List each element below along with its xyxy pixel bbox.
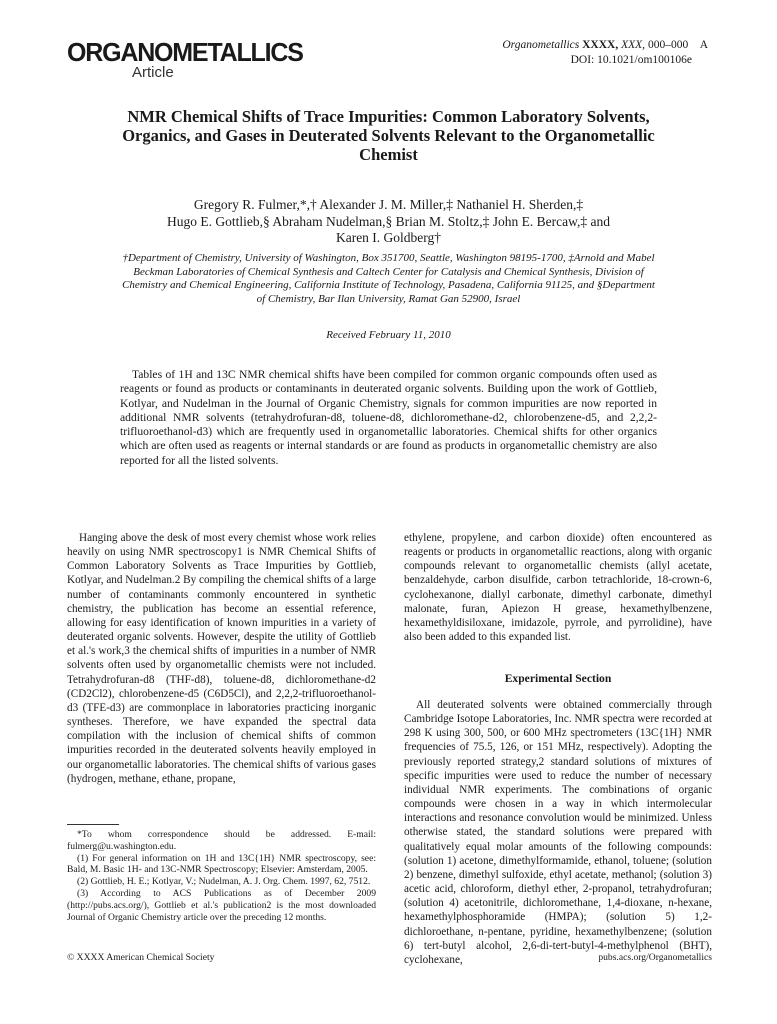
abstract (120, 368, 657, 468)
author-list (110, 197, 667, 247)
journal-name: Organometallics (502, 39, 580, 51)
journal-pages: 000–000 (647, 39, 689, 51)
footnote: (2) Gottlieb, H. E.; Kotlyar, V.; Nudelman, A. J. Org. Chem. 1997, 62, 7512. (77, 876, 371, 888)
footnotes (67, 829, 376, 923)
page-letter: A (699, 39, 708, 51)
paper-title: NMR Chemical Shifts of Trace Impurities: Common Laboratory Solvents, Organics, and Gases in Deuterated Solvents Relevant to the Organometallic Chemist (122, 107, 655, 164)
doi[interactable]: DOI: 10.1021/om100106e (570, 54, 692, 66)
article-type-label: Article (132, 64, 174, 81)
affiliations: †Department of Chemistry, University of Washington, Box 351700, Seattle, Washington 98195-1700, ‡Arnold and Mabel Beckman Laboratories of Chemical Synthesis and Caltech Center for Catalysis and Chemical Synthesis, Division of Chemistry and Chemical Engineering, California Institute of Technology, Pasadena, California 91125, and §Department of Chemistry, Bar Ilan University, Ramat Gan 52900, Israel (122, 252, 655, 305)
body-column-right (404, 531, 712, 644)
author-line: Hugo E. Gottlieb,§ Abraham Nudelman,§ Brian M. Stoltz,‡ John E. Bercaw,‡ and (166, 213, 611, 229)
copyright: © XXXX American Chemical Society (67, 952, 215, 963)
footnote: (3) According to ACS Publications as of December 2009 (http://pubs.acs.org/), Gottlieb et al.'s publication2 is the most downloaded Journal of Organic Chemistry article over the preceding 12 months. (67, 887, 376, 923)
author-line: Gregory R. Fulmer,*,† Alexander J. M. Miller,‡ Nathaniel H. Sherden,‡ (193, 197, 584, 212)
journal-citation (502, 38, 708, 68)
journal-url[interactable]: pubs.acs.org/Organometallics (598, 952, 712, 963)
body-paragraph: All deuterated solvents were obtained commercially through Cambridge Isotope Laboratories, Inc. NMR spectra were recorded at 298 K using 300, 500, or 600 MHz spectrometers (13C{1H} NMR frequencies of 75.5, 126, or 151 MHz, respectively). Adopting the previously reported strategy,2 standard solutions of mixtures of specific impurities were used to reduce the number of necessary individual NMR experiments. The combinations of organic compounds were chosen in a way in which intermolecular interactions and resonance convolution would be minimized. Unless otherwise stated, the standard solutions were prepared with qualitatively equal molar amounts of the following compounds: (solution 1) acetone, dimethylformamide, ethanol, toluene; (solution 2) benzene, dimethyl sulfoxide, ethyl acetate, methanol; (solution 3) acetic acid, chloroform, diethyl ether, 2-propanol, tetrahydrofuran; (solution 4) acetonitrile, dichloromethane, 1,4-dioxane, n-hexane, hexamethylphosphoramide (HMPA); (solution 5) 1,2-dichloroethane, n-pentane, pyridine, hexamethylbenzene; (solution 6) tert-butyl alcohol, 2,6-di-tert-butyl-4-methylphenol (BHT), cyclohexane, (404, 699, 712, 966)
footnote: (1) For general information on 1H and 13C{1H} NMR spectroscopy, see: Bald, M. Basic 1H- and 13C-NMR Spectroscopy; Elsevier: Amsterdam, 2005. (67, 852, 376, 876)
section-heading: Experimental Section (504, 672, 612, 685)
body-paragraph: ethylene, propylene, and carbon dioxide) often encountered as reagents or products in organometallic reactions, along with organic compounds relevant to organometallic chemists (allyl acetate, benzaldehyde, carbon disulfide, carbon tetrachloride, 18-crown-6, cyclohexanone, diallyl carbonate, dimethyl carbonate, dimethyl malonate, furan, Apiezon H grease, hexamethylbenzene, hexamethyldisiloxane, imidazole, pyrrole, and pyrrolidine), have also been added to this expanded list. (404, 532, 712, 644)
journal-volume: XXXX, (582, 39, 619, 51)
footnote: *To whom correspondence should be addressed. E-mail: fulmerg@u.washington.edu. (67, 829, 376, 852)
abstract-text: Tables of 1H and 13C NMR chemical shifts have been compiled for common organic compounds often used as reagents or found as products or contaminants in deuterated organic solvents. Building upon the work of Gottlieb, Kotlyar, and Nudelman in the Journal of Organic Chemistry, signals for common impurities are now reported in additional NMR solvents (tetrahydrofuran-d8, toluene-d8, dichloromethane-d2, chlorobenzene-d5, and 2,2,2-trifluoroethanol-d3) which are frequently used in organometallic laboratories. Chemical shifts for other organics which are often used as reagents or internal standards or are found as products in organometallic chemistry are also reported for all the listed solvents. (120, 368, 657, 467)
journal-issue: XXX, (621, 39, 646, 51)
author-line: Karen I. Goldberg† (335, 230, 442, 245)
journal-logo: ORGANOMETALLICS (67, 38, 303, 68)
body-paragraph: Hanging above the desk of most every chemist whose work relies heavily on using NMR spectroscopy1 is NMR Chemical Shifts of Common Laboratory Solvents as Trace Impurities by Gottlieb, Kotlyar, and Nudelman.2 By compiling the chemical shifts of a large number of contaminants commonly encountered in synthetic chemistry, the publication has become an essential reference, allowing for easy identification of known impurities in a variety of deuterated organic solvents. However, despite the utility of Gottlieb et al.'s work,3 the chemical shifts of impurities in a number of NMR solvents often used by organometallic chemists were not included. Tetrahydrofuran-d8 (THF-d8), toluene-d8, dichloromethane-d2 (CD2Cl2), chlorobenzene-d5 (C6D5Cl), and 2,2,2-trifluoroethanol-d3 (TFE-d3) are commonplace in laboratories practicing inorganic syntheses. Therefore, we have expanded the spectral data compilation with the inclusion of chemical shifts of common impurities recorded in the deuterated solvents heavily employed in our organometallic laboratories. The chemical shifts of various gases (hydrogen, methane, ethane, propane, (67, 532, 376, 785)
experimental-text (404, 698, 712, 967)
body-column-left (67, 531, 376, 786)
footnote-divider (67, 824, 119, 825)
received-date: Received February 11, 2010 (326, 329, 451, 341)
